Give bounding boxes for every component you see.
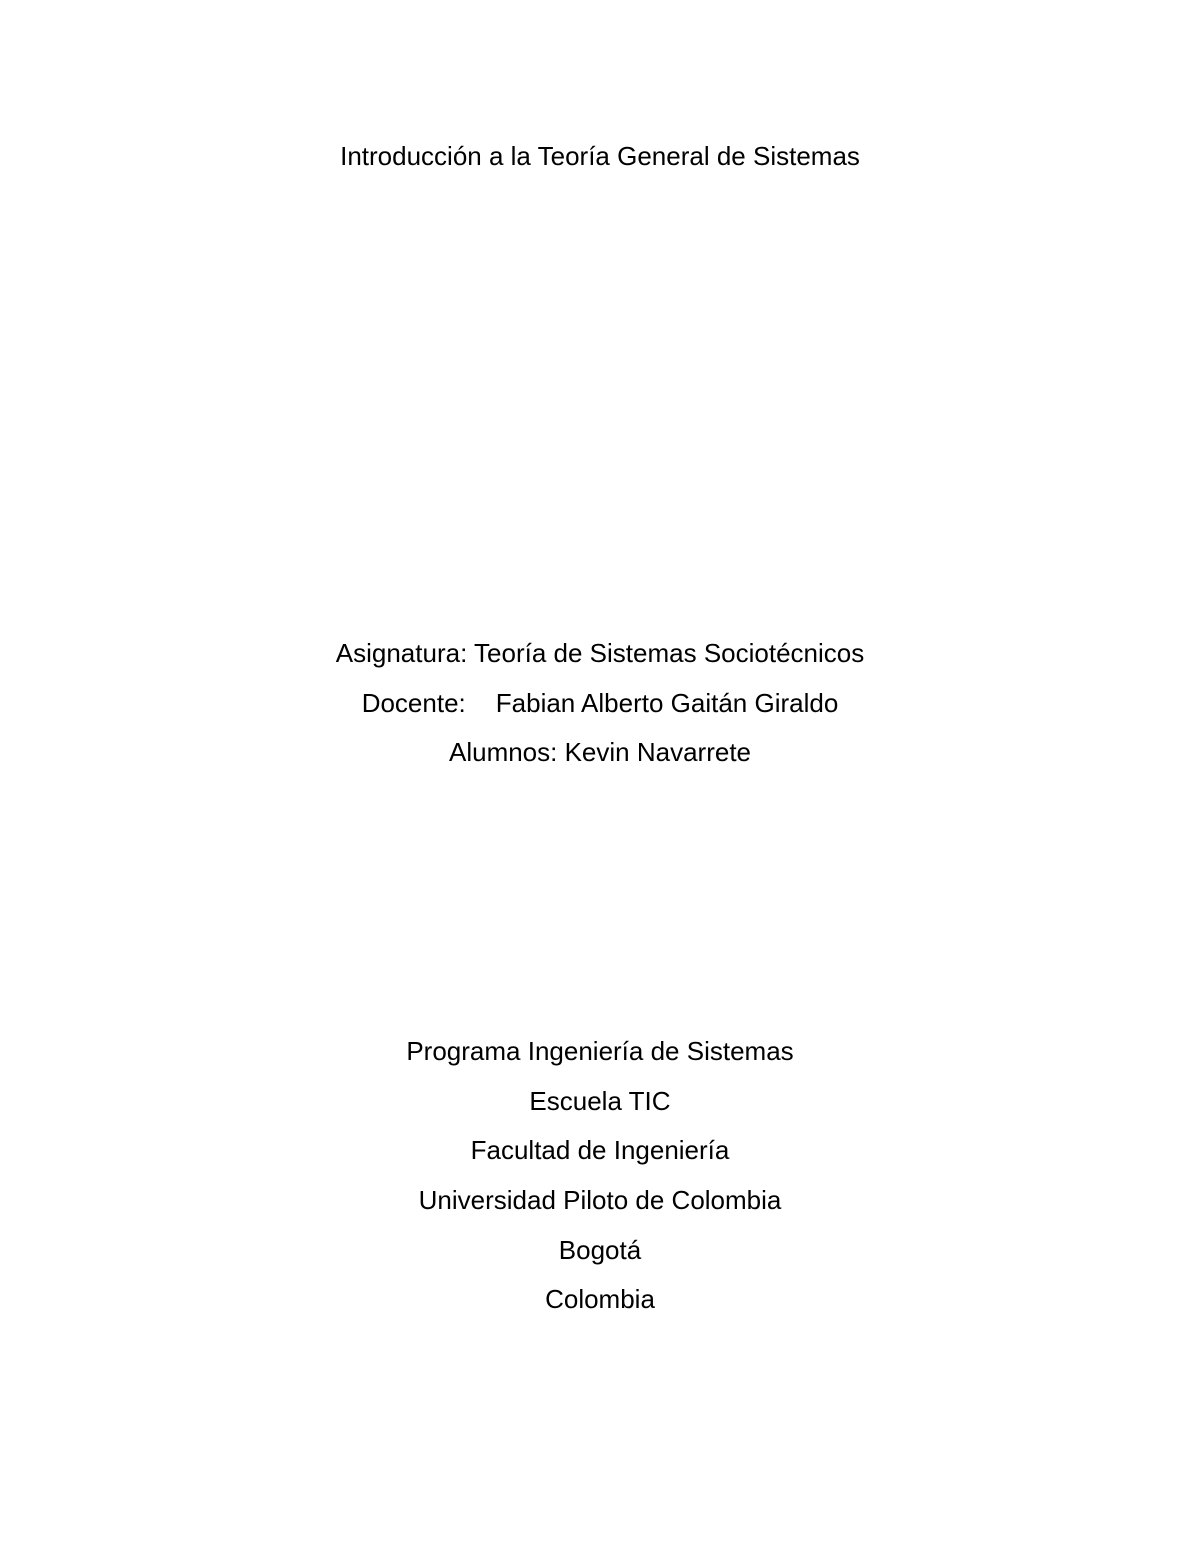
docente-label: Docente:: [361, 688, 466, 718]
facultad-line: Facultad de Ingeniería: [470, 1135, 730, 1165]
universidad-line: Universidad Piloto de Colombia: [418, 1185, 782, 1215]
programa-line: Programa Ingeniería de Sistemas: [406, 1036, 794, 1066]
docente-name: Fabian Alberto Gaitán Giraldo: [495, 688, 839, 718]
docente-line: [0, 688, 1200, 718]
ciudad-line: Bogotá: [558, 1235, 642, 1265]
document-title: Introducción a la Teoría General de Sistemas: [340, 141, 860, 171]
pais-line: Colombia: [545, 1284, 655, 1314]
asignatura-line: Asignatura: Teoría de Sistemas Sociotécnicos: [335, 638, 865, 668]
escuela-line: Escuela TIC: [529, 1086, 671, 1116]
alumnos-line: Alumnos: Kevin Navarrete: [448, 737, 752, 767]
